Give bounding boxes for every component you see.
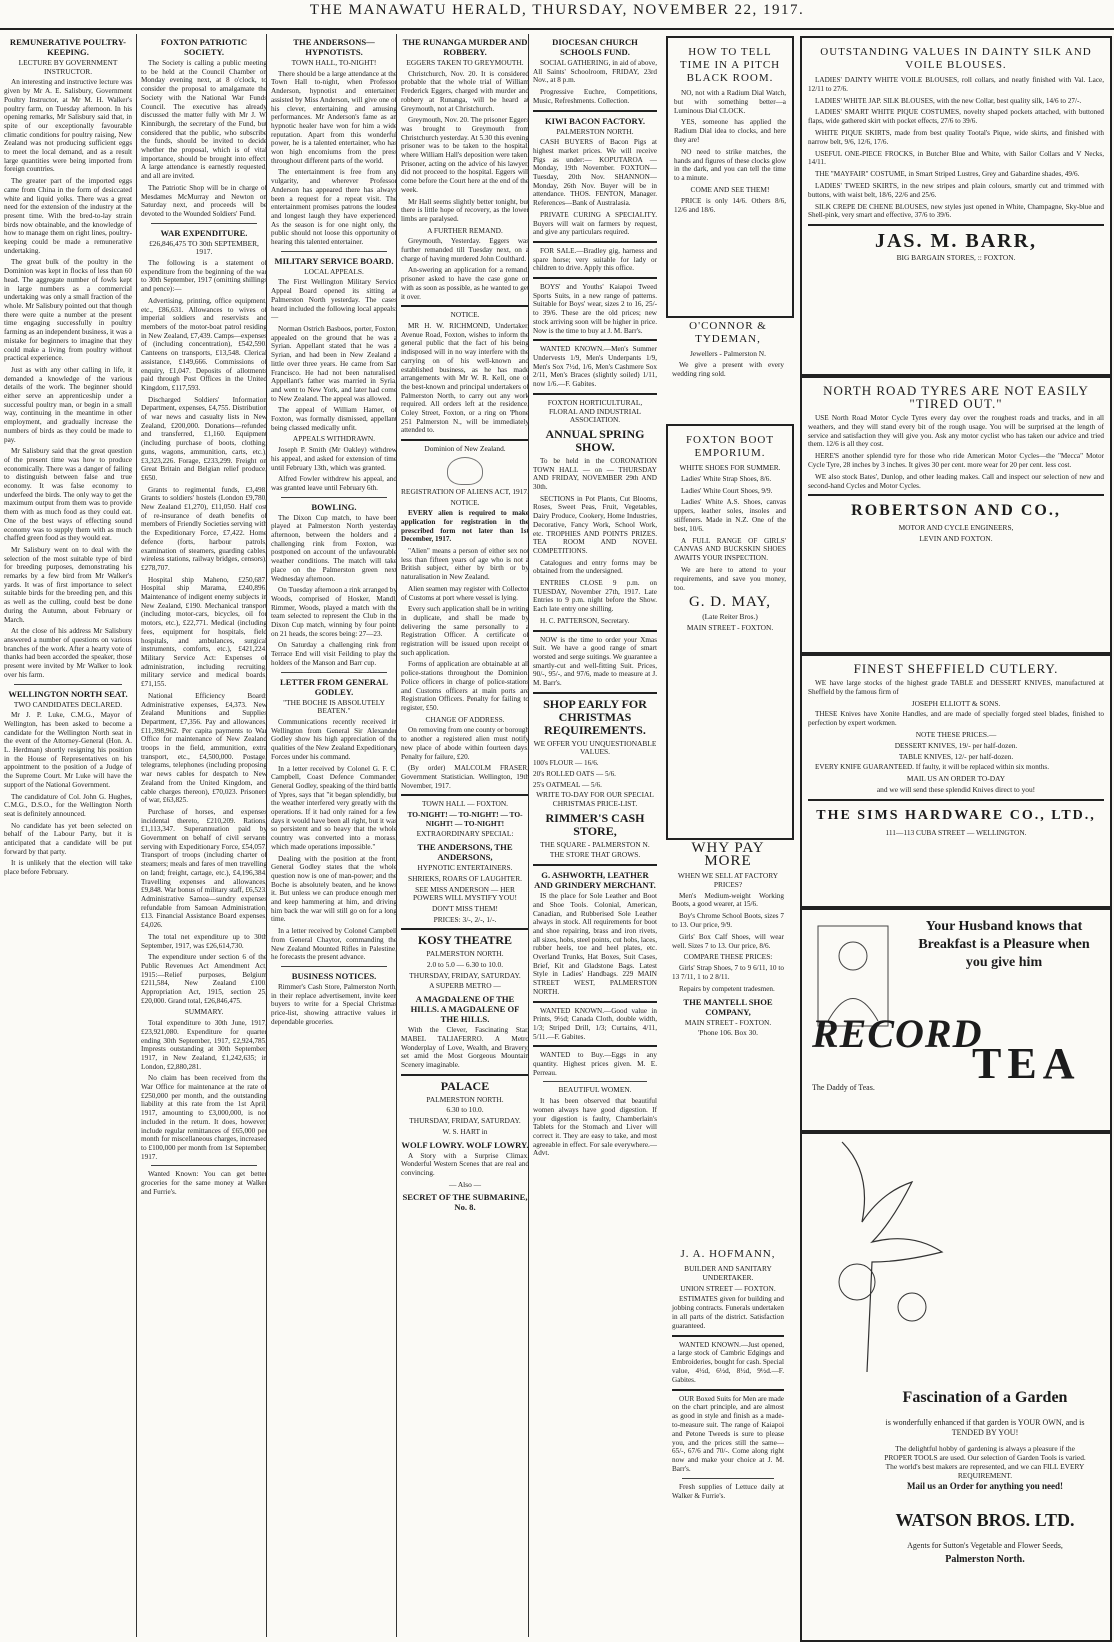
blouse-advert (800, 36, 1112, 378)
paragraph: Total expenditure to 30th June, 1917, £23,921,080. Expenditure for quarter ending 30th September, 1917, £2,924,785. Imprests outstanding at 30th September, 1917, in New Zealand, £1,242,635; in London, £2,880,281. (141, 1019, 267, 1071)
paragraph: Rimmer's Cash Store, Palmerston North, in their replace advertisement, invite keen buyers to write for a Special Christmas price-list, showing attractive values in dependable groceries. (271, 982, 397, 1026)
paragraph: Alien seamen may register with Collector of Customs at port where vessel is lying. (401, 584, 529, 602)
cutlery-advert (800, 652, 1112, 910)
article-subtitle: FOXTON HORTICULTURAL, FLORAL AND INDUSTRIAL ASSOCIATION. (547, 397, 643, 425)
paragraph: CASH BUYERS of Bacon Pigs at highest market prices. We will receive Pigs as under:— KOPUTAROA — Monday, 19th November. FOXTON—Tuesday, 20th Nov. SHANNON—Monday, 26th Nov. Buyer will be in attendance. THOS. FENTON, Manager. References—Bank of Australasia. (533, 138, 657, 208)
paragraph: Hospital ship Maheno, £250,687. Hospital ship Marama, £240,896. Maintenance of indigent enemy subjects in New Zealand, £190. Mechanical transport (including motor-cars, bicycles, oil for motors, etc.), £22,771. Medical (including fees, equipment for hospitals, field hospitals, and ambulances, surgical instruments, comforts, etc.), £421,224. Military Service Act: Expenses of administration, including recruiting, military service and medical boards, £71,155. (141, 575, 267, 689)
divider (151, 223, 257, 224)
store-name: JAS. M. BARR, (874, 230, 1038, 253)
paragraph: On Saturday a challenging rink from Terrace End will visit Feilding to play the holders of the Manson and Barr cup. (271, 641, 397, 667)
divider (808, 494, 1104, 496)
clock-advert (666, 36, 794, 318)
article-subtitle: TWO CANDIDATES DECLARED. (13, 699, 123, 709)
paragraph: Mr Hall seems slightly better tonight, but there is little hope of recovery, as the lower limbs are paralysed. (401, 197, 529, 223)
paragraph: The expenditure under section 6 of the Public Revenues Act Amendment Act, 1915:—Relief purposes, Belgium £211,584, New Zealand £100. Appropriation Act, 1915, section 25, £20,000. Grand total, £26,846,475. (141, 953, 267, 1005)
ad-line: MAIN STREET - FOXTON. (686, 623, 774, 633)
divider (533, 1001, 657, 1003)
ad-line: (Late Reiter Bros.) (702, 612, 758, 622)
divider (672, 1389, 784, 1391)
ad-line: BIG BARGAIN STORES, :: FOXTON. (896, 253, 1016, 263)
boot-emporium-advert (666, 424, 794, 840)
article-subtitle: APPEALS WITHDRAWN. (292, 434, 376, 444)
paragraph: Norman Ostrich Basboos, porter, Foxton, appealed on the ground that he was a Syrian. Appellant stated that he was a Syrian, and had been in New Zealand a little over three years. He came from San Francisco. He had not been naturalised. Appellant's father was married in Syria, and went to New York, and later had come to New Zealand. The appeal was allowed. (271, 324, 397, 403)
store-name: THE MANTELL SHOE COMPANY, (683, 996, 773, 1017)
paragraph: WANTED KNOWN.—Men's Summer Undervests 1/9, Men's Underpants 1/9, Men's Sox 7½d, 1/6, Men's Cashmere Sox 2/11, Men's Braces (slightly soiled) 1/11, now 1/6.—F. Gabites. (533, 345, 657, 389)
paragraph: WE also stock Bates', Dunlop, and other leading makes. Call and inspect our selection of new and second-hand Cycles and Motor Cycles. (808, 472, 1104, 490)
advert-line: Wanted Known: You can get better groceries for the same money at Walker and Furrie's. (141, 1170, 267, 1196)
ad-line: MAIL US AN ORDER TO-DAY (906, 774, 1006, 784)
paragraph: On Tuesday afternoon a rink arranged by Woods, comprised of Hosker, Mandl, Rimmer, Woods, played a match with the team selected to represent the Club in the Dixon Cup match, winning by four points on 21 heads, the scores being: 27—23. (271, 586, 397, 638)
paragraph: The Dixon Cup match, to have been played at Palmerston North yesterday afternoon, between the holders and a challenging rink from Foxton, was postponed on account of the unfavourable weather conditions. The match will take place on the Palmerston green next Wednesday afternoon. (271, 513, 397, 583)
paragraph: Repairs by competent tradesmen. (679, 984, 775, 993)
watson-bros-advert (800, 1130, 1112, 1642)
divider (401, 1074, 529, 1076)
paragraph: LADIES' WHITE JAP. SILK BLOUSES, with the new Collar, best quality silk, 14/6 to 27/-. (815, 96, 1082, 105)
store-name: J. A. HOFMANN, (680, 1248, 776, 1260)
ad-line: SHRIEKS, ROARS OF LAUGHTER. (408, 873, 522, 883)
ad-line: COMPARE THESE PRICES: (683, 952, 773, 962)
ad-line: NOTE THESE PRICES.— (915, 729, 997, 739)
ad-line: WE OFFER YOU UNQUESTIONABLE VALUES. (533, 738, 657, 757)
paragraph: SOCIAL GATHERING, in aid of above, All Saints' Schoolroom, FRIDAY, 23rd Nov., at 8 p.m. (533, 59, 657, 85)
divider (533, 630, 657, 632)
ad-line: MOTOR AND CYCLE ENGINEERS, (898, 523, 1014, 533)
paragraph: "Alien" means a person of either sex not less than fifteen years of age who is not a British subject, either by birth or by naturalisation in New Zealand. (401, 547, 529, 582)
divider (401, 928, 529, 930)
paragraph: Progressive Euchre, Competitions, Music, Refreshments. Collection. (533, 88, 657, 105)
ad-line: WHITE SHOES FOR SUMMER. (679, 463, 781, 472)
jeweller-advert (666, 312, 790, 424)
divider (151, 1165, 257, 1166)
article-title: REMUNERATIVE POULTRY-KEEPING. (9, 37, 127, 57)
paragraph: ENTRIES CLOSE 9 p.m. on TUESDAY, November 27th, 1917. Late Entries to 9 p.m. night before the Show. Each late entry one shilling. (533, 579, 657, 614)
paragraph: With the Clever, Fascinating Star, MABEL TALIAFERRO. A Metro Wonderplay of Love, Wealth, and Bravery, set amid the Most Gorgeous Mountain Scenery imaginable. (401, 1026, 529, 1069)
paragraph: Greymouth, Yesterday. Eggers was further remanded till Tuesday next, on a charge of having murdered John Coulthard. (401, 237, 529, 263)
paragraph: At the close of his address Mr Salisbury answered a number of questions on various branches of the work. After a hearty vote of thanks had been accorded the speaker, those present were invited by Mr Walker to look over his farm. (4, 627, 132, 679)
paragraph: WANTED KNOWN.—Good value in Prints, 9½d; Canada Cloth, double width, 1/3; Striped Drill, 1/3; Curtains, 4/11, 5/11.—F. Gabites. (533, 1006, 657, 1041)
column-4 (396, 34, 529, 1637)
ad-headline: WOLF LOWRY. WOLF LOWRY. (401, 1139, 529, 1150)
ad-headline: HOW TO TELL TIME IN A PITCH BLACK ROOM. (679, 46, 781, 84)
paragraph: The Patriotic Shop will be in charge of Mesdames McMurray and Newton on Saturday next, and proceeds will be devoted to the Wounded Soldiers' Fund. (141, 183, 267, 218)
divider (543, 1081, 647, 1082)
paragraph: Alfred Fowler withdrew his appeal, and was granted leave until February 6th. (271, 475, 397, 492)
store-name: G. D. MAY, (688, 594, 772, 611)
paragraph: Mr Salisbury said that the great question of the present time was how to produce economically. There was a danger of failing to distinguish between false and true economy. It was false economy to underfeed the birds. The only way to get the maximum output from them was to provide them with as much food as they could eat. One of the best ways of effecting sound economy was to supply them with as much chaffed green food as they would eat. (4, 447, 132, 543)
masthead-rule (0, 28, 1114, 30)
divider (533, 692, 657, 694)
paragraph: Grants to regimental funds, £3,498. Grants to soldiers' hostels (London £9,780, New Zealand £1,270), £11,050. Half cost of re-insurance of death benefits of members of Friendly Societies serving with the Expeditionary Force, £7,422. Home defence (forts, harbour patrols, examination of steamers, guarding cables, wireless stations, railway bridges, censors), £278,707. (141, 485, 267, 572)
divider (533, 864, 657, 866)
ad-line: THE SQUARE - PALMERSTON N. (540, 839, 650, 849)
ad-line: Palmerston North. (945, 1554, 1025, 1565)
paragraph: WE have large stocks of the highest grade TABLE and DESSERT KNIVES, manufactured at Sheffield by the famous firm of (808, 679, 1104, 696)
ad-line: THE STORE THAT GROWS. (549, 850, 641, 860)
theatre-name: KOSY THEATRE (417, 933, 513, 948)
ad-line: 2.0 to 5.0 — 6.30 to 10.0. (426, 960, 504, 970)
paragraph: LADIES' SMART WHITE PIQUE COSTUMES, novelty shaped pockets attached, with buttoned flaps, wide gathered skirt with pocket effects, 27/6 to 39/6. (808, 108, 1104, 126)
paragraph: The entertainment is free from any vulgarity, and wherever Professor Anderson has appeared there has always been a request for a repeat visit. The entertainment promises patrons the loudest and longest laugh they have experienced. As the season is for one night only, the public should not loose this opportunity of hearing this talented entertainer. (271, 168, 397, 247)
paragraph: Communications recently received in Wellington from General Sir Alexander Godley show his high appreciation of the qualities of the New Zealand Expeditionary Forces under his command. (271, 718, 397, 761)
divider (672, 1335, 784, 1337)
article-subtitle: PALMERSTON NORTH. (556, 126, 634, 136)
paragraph: Greymouth, Nov. 20. The prisoner Eggers was brought to Greymouth from Christchurch yesterday. At 5.30 this evening prisoner was to be taken to the hospital, where William Hall's deposition were taken. Prisoner, acting on the advice of his lawyer, did not proceed to the hospital. Eggers will come before the Court here at the end of the week. (401, 116, 529, 194)
paragraph: USE North Road Motor Cycle Tyres every day over the roughest roads and tracks, and in all weathers, and they will stand every bit of the rough usage. You will be surprised at the length of service and satisfaction they will give you. Ask any motor cyclist who has taken our advice and tried them. 12/6 is all they cost. (808, 414, 1104, 449)
column-5 (528, 34, 657, 1637)
paragraph: On removing from one county or borough to another a registered alien must notify new place of abode within fourteen days. Penalty for failure, £20. (401, 726, 529, 761)
paragraph: The great bulk of the poultry in the Dominion was kept in flocks of less than 60 head. The aggregate number of fowls kept in large numbers as a commercial undertaking was only a small fraction of the whole. Mr Salisbury pointed out that though there were quite a number at the present time engaging successfully in poultry farming as an independent business, it was a mistake for beginners to imagine that they could make a living from poultry without practical experience. (4, 258, 132, 363)
paragraph: The candidature of Col. John G. Hughes, C.M.G., D.S.O., for the Wellington North seat is definitely announced. (4, 792, 132, 818)
ad-line: MAIN STREET - FOXTON. (684, 1017, 772, 1027)
paragraph: It has been observed that beautiful women always have good digestion. If your digestion is faulty, Chamberlain's Tablets for the Stomach and Liver will correct it. They are easy to take, and most agreeable in effect. For sale everywhere.—Advt. (533, 1097, 657, 1158)
article-subtitle: EGGERS TAKEN TO GREYMOUTH. (406, 58, 524, 67)
price-line: Boy's Chrome School Boots, sizes 7 to 13. Our price, 9/9. (672, 912, 784, 929)
ad-line: and we will send these splendid Knives direct to you! (876, 784, 1036, 794)
paragraph: We give a present with every wedding ring sold. (672, 360, 784, 378)
paragraph: EVERY KNIFE GUARANTEED. If faulty, it will be replaced within six months. (815, 763, 1050, 772)
ad-line: HYPNOTIC ENTERTAINERS. (417, 863, 513, 873)
record-tea-advert (800, 906, 1112, 1134)
paragraph: Mr J. P. Luke, C.M.G., Mayor of Wellington, has been asked to become a candidate for the Wellington North seat in the event of the Attorney-General (Hon. A. L. Herdman) shortly resigning his position in the House of Representatives on his appointment to the position of a Judge of the Supreme Court. Mr Luke will have the support of the National Government. (4, 711, 132, 789)
paragraph: PRIVATE CURING A SPECIALITY. Buyers will wait on farmers by request, and give any particulars required. (533, 210, 657, 237)
price-line: 25's OATMEAL — 5/6. (533, 780, 602, 789)
ad-headline: A MAGDALENE OF THE HILLS. A MAGDALENE OF THE HILLS. (410, 994, 520, 1025)
coat-of-arms-icon (447, 457, 483, 485)
divider (682, 1478, 774, 1479)
divider (533, 339, 657, 341)
paragraph: A FULL RANGE OF GIRLS' CANVAS AND BUCKSKIN SHOES AWAITS YOUR INSPECTION. (674, 536, 786, 563)
paragraph: is wonderfully enhanced if that garden is YOUR OWN, and is TENDED BY YOU! (885, 1418, 1085, 1437)
article-subtitle: TOWN HALL, TO-NIGHT! (291, 58, 377, 67)
paragraph: Joseph P. Smith (Mr Oakley) withdrew his appeal, and asked for extension of time until February 13th, which was granted. (271, 446, 397, 472)
paragraph: Dealing with the position at the front, General Godley states that the whole question now is one of man-power; and the Boche is absolutely beaten, and he knows it. But unless we can produce enough men and keep hammering at him, and driving him back the war will still go on for a long time. (271, 854, 397, 924)
ad-line: SEE MISS ANDERSON — HER POWERS WILL MYSTIFY YOU! (413, 884, 517, 903)
paragraph: Christchurch, Nov. 20. It is considered probable that the whole trial of William Frederick Eggers, charged with murder and robbery at Runanga, will be heard at Greymouth, not at Christchurch. (401, 69, 529, 113)
paragraph: SECTIONS in Pot Plants, Cut Blooms, Roses, Sweet Peas, Fruit, Vegetables, Dairy Produce, Cookery, Home Industries, Decorative, Fancy Work, School Work, etc. TROPHIES AND POINTS PRIZES. TEA ROOM AND NOVEL COMPETITIONS. (533, 494, 657, 555)
paragraph: YES, someone has applied the Radium Dial idea to clocks, and here they are! (674, 118, 786, 144)
store-name: ROBERTSON AND CO., (851, 502, 1061, 520)
ad-line: A SUPERB METRO — (429, 981, 501, 991)
notice-heading: REGISTRATION OF ALIENS ACT, 1917. (401, 486, 529, 496)
divider (401, 794, 529, 796)
divider (533, 241, 657, 243)
paragraph: BOYS' and Youths' Kaiapoi Tweed Sports Suits, in a new range of patterns. Suitable for Boys' wear, sizes 2 to 16, 25/- to 39/6. These are the old prices; new stock arriving soon will be higher in price. Now is the time to buy at J. M. Barr's. (533, 283, 657, 335)
ad-headline: THE ANDERSONS, THE ANDERSONS, (417, 842, 513, 863)
article-title: THE RUNANGA MURDER AND ROBBERY. (402, 37, 528, 57)
paragraph: The First Wellington Military Service Appeal Board opened its sitting at Palmerston North yesterday. The cases heard included the following local appeals:— (271, 278, 397, 322)
ad-line: W. S. HART in (442, 1126, 488, 1136)
column-2 (136, 34, 267, 1637)
signature-line: (By order) MALCOLM FRASER, Government Statistician. Wellington, 19th November, 1917. (401, 764, 529, 790)
divider (14, 684, 122, 685)
paragraph: Advertising, printing, office equipment, etc., £86,631. Allowances to wives of imperial soldiers and reservists and members of the motor-boat patrol residing in New Zealand, £7,439. Camps—expenses of (including concentration), £542,590. Canteens on transports, £13,548. Clerical assistance, £149,666. Commissions of enquiry, £1,047. Deposits of allotments paid through Post Offices in the United Kingdom, £117,593. (141, 296, 267, 392)
paragraph: No candidate has yet been selected on behalf of the Labour Party, but it is anticipated that a candidate will be put forward by that party. (4, 821, 132, 856)
ad-headline: ANNUAL SPRING SHOW. (545, 426, 645, 454)
ad-headline: FOXTON BOOT EMPORIUM. (685, 434, 775, 459)
section-label: SUMMARY. (184, 1007, 224, 1017)
article-title: FOXTON PATRIOTIC SOCIETY. (160, 37, 248, 57)
store-name: THE SIMS HARDWARE CO., LTD., (816, 807, 1096, 823)
ad-line: PALMERSTON NORTH. (426, 1094, 504, 1104)
ad-line: LEVIN AND FOXTON. (919, 534, 993, 544)
ad-headline: Your Husband knows that Breakfast is a Pleasure when you give him (918, 919, 1090, 970)
article-title: BOWLING. (311, 501, 357, 512)
paragraph: A Story with a Surprise Climax. Wonderful Western Scenes that are real and convincing. (401, 1151, 529, 1177)
paragraph: Fresh supplies of Lettuce daily at Walker & Furrie's. (672, 1482, 784, 1500)
ad-line: The Daddy of Teas. (812, 1083, 875, 1092)
ad-headline: SHOP EARLY FOR CHRISTMAS REQUIREMENTS. (543, 696, 647, 737)
paragraph: WANTED to Buy.—Eggs in any quantity. Highest prices given. M. E. Perreau. (533, 1051, 657, 1077)
ad-line: EXTRAORDINARY SPECIAL: (416, 829, 514, 839)
notice-heading: NOTICE. (450, 497, 480, 507)
price-line: 20's ROLLED OATS — 5/6. (533, 769, 616, 778)
paragraph: NO, not with a Radium Dial Watch, but with something better—a Luminous Dial CLOCK. (674, 89, 786, 115)
paragraph: Purchase of horses, and expenses incidental thereto, £210,209. Rations, £1,113,347. Superannuation paid by Government on behalf of civil servants serving with Expeditionary Force, £54,057. Transport of troops (including charter of steamers; meals and fares of men travelling on land; freight, cartage, etc.), £4,196,384. Travelling expenses and allowances, £9,848. War bonus of military staff, £6,523. Administrative Samoa—sundry expenses refundable from Samoan Administration, £13. Financial Assistance Board expenses, £4,026. (141, 807, 267, 930)
divider (808, 799, 1104, 801)
paragraph: IS the place for Sole Leather and Boot and Shoe Tools. Colonial, American, Canadian, and Rubberised Sole Leather always in stock. All requirements for boot and shoe repairing, brass and iron rivets, all sizes, hobs, steel points, cut hobs, laces, rubber heels, toe and heel plates, etc. Overland Trunks, Hat Boxes, Suit Cases, Brief, Kit and Gladstone Bags. Latest Style in Ladies' Handbags. 229 MAIN STREET WEST, PALMERSTON NORTH. (533, 892, 657, 996)
divider (533, 110, 657, 112)
ad-line: PRICES: 3/-, 2/-, 1/-. (433, 914, 497, 924)
ad-line: THURSDAY, FRIDAY, SATURDAY. (409, 970, 521, 980)
paragraph: Mr Salisbury went on to deal with the selection of the most suitable type of bird for breeding purposes, demonstrating his remarks by a few bird from Mr Walker's yards. It was of first importance to select suitable birds for the breeding pen, and this as well as the culling, could best be done during the Autumn, about February or March. (4, 545, 132, 624)
paragraph: HERE'S another splendid tyre for those who ride American Motor Cycles—the "Mecca" Motor Cycle Tyre, 28 inches by 3 inches. It gives 30 per cent. more wear for 20 per cent. less cost. (808, 452, 1104, 469)
shoe-company-advert (666, 834, 790, 1242)
masthead: THE MANAWATU HERALD, THURSDAY, NOVEMBER 22, 1917. (309, 2, 805, 18)
ad-line: Jewellers - Palmerston N. (690, 349, 766, 358)
ad-line: WHEN WE SELL AT FACTORY PRICES? (677, 871, 779, 889)
paragraph: The appeal of William Hamer, of Foxton, was formally dismissed, appellant being classed medically unfit. (271, 406, 397, 432)
ad-headline: G. ASHWORTH, LEATHER AND GRINDERY MERCHANT. (534, 870, 656, 891)
price-line: Ladies' White A.S. Shoes, canvas uppers, leather soles, insoles and stiffeners. Made in N.Z. One of the best, 10/6. (674, 498, 786, 533)
divider (281, 251, 387, 252)
price-line: 100's FLOUR — 16/6. (533, 759, 599, 768)
price-line: Ladies' White Court Shoes, 9/9. (681, 486, 773, 495)
paragraph: Catalogues and entry forms may be obtained from the undersigned. (533, 558, 657, 576)
divider (281, 672, 387, 673)
paragraph: Forms of application are obtainable at all police-stations throughout the Dominion. Police officers in charge of police-stations and Customs officers at main ports are Registration Officers. Penalty for failing to register, £50. (401, 660, 529, 712)
paragraph: An interesting and instructive lecture was given by Mr A. E. Salisbury, Government Poultry Instructor, at Mr M. H. Walker's poultry farm, on Tuesday afternoon. In his opening remarks, Mr Salisbury said that, in spite of our exceptionally favourable climatic conditions for poultry raising, New Zealand was not producing sufficient eggs to meet the local demand, and as a result large quantities were being imported from foreign countries. (4, 78, 132, 174)
price-line: Ladies' White Strap Shoes, 8/6. (681, 474, 772, 483)
column-1 (4, 34, 132, 1637)
store-name: RIMMER'S CASH STORE, (545, 810, 645, 838)
paragraph: Just as with any other calling in life, it demanded a knowledge of the various details of the work. The beginner should either serve an apprenticeship under a successful poultry man, or begin in a small way, continuing in the meantime in other employment, and gradually increase the numbers of birds as they could be made to pay. (4, 365, 132, 444)
paragraph: To be held in the CORONATION TOWN HALL — on — THURSDAY AND FRIDAY, NOVEMBER 29th AND 30th. (533, 456, 657, 492)
article-subtitle: A FURTHER REMAND. (427, 225, 503, 235)
article-title: KIWI BACON FACTORY. (544, 115, 646, 126)
article-subtitle: £26,846,475 TO 30th SEPTEMBER, 1917. (149, 238, 259, 257)
ad-line: PALMERSTON NORTH. (426, 949, 504, 959)
notice-heading: Dominion of New Zealand. (424, 444, 506, 454)
divider (401, 439, 529, 441)
ad-line: WRITE TO-DAY FOR OUR SPECIAL CHRISTMAS PRICE-LIST. (536, 790, 654, 808)
paragraph: The following is a statement of expenditure from the beginning of the war to 30th September, 1917 (omitting shillings and pence):— (141, 259, 267, 294)
divider (401, 305, 529, 307)
paragraph: NOW is the time to order your Xmas Suit. We have a good range of smart worsted and serge suitings. We guarantee a smartly-cut and well-fitting Suit. Prices, 90/-, 95/-, and 97/6, made to measure at J. M. Barr's. (533, 635, 657, 688)
ad-line: — Also — (448, 1179, 482, 1189)
ad-line: THURSDAY, FRIDAY, SATURDAY. (409, 1116, 521, 1126)
brand-name: RECORD (812, 1011, 983, 1056)
paragraph: SILK CREPE DE CHENE BLOUSES, new styles just opened in White, Champagne, Sky-blue and Shell-pink, very smart and effective, 37/6 to 39/6. (808, 202, 1104, 220)
paragraph: In a letter received by Colonel Campbell from General Chaytor, commanding the New Zealand Mounted Rifles in Palestine, he forecasts the present advance. (271, 927, 397, 962)
article-subtitle: "THE BOCHE IS ABSOLUTELY BEATEN." (283, 697, 385, 716)
ad-headline: OUTSTANDING VALUES IN DAINTY SILK AND VOILE BLOUSES. (820, 46, 1092, 71)
paragraph: Discharged Soldiers' Information Department, expenses, £4,755. Distribution of war news and casualty lists in New Zealand, £200,000. Donations—refunded and transferred, £1,160. Equipment (including purchase of boots, clothing, guns, wagons, ammunition, carts, etc.), £3,323,226. Forage, £233,299. Freight on Great Britain and Belgian relief produce, £650. (141, 395, 267, 482)
lily-flower-illustration (802, 1132, 972, 1382)
divider (281, 497, 387, 498)
paragraph: LADIES' TWEED SKIRTS, in the new stripes and plain colours, smartly cut and trimmed with buttons, with waist belt, 18/6, 22/6 and 25/6. (808, 181, 1104, 199)
article-subtitle: CHANGE OF ADDRESS. (425, 714, 505, 724)
paragraph: WANTED KNOWN.—Just opened, a large stock of Cambric Edgings and Embroideries, bought for cash. Special value, 4½d, 6½d, 8½d, 9½d.—F. Gabites. (672, 1340, 784, 1384)
ad-line: UNION STREET — FOXTON. (680, 1283, 776, 1293)
divider (533, 393, 657, 395)
column-3 (266, 34, 397, 1637)
divider (533, 1045, 657, 1047)
ad-headline: FINEST SHEFFIELD CUTLERY. (853, 661, 1059, 676)
tyres-advert (800, 374, 1112, 656)
article-title: LETTER FROM GENERAL GODLEY. (280, 676, 388, 697)
paragraph: WHITE PIQUE SKIRTS, made from best quality Tootal's Pique, wide skirts, and finished with narrow belt, 9/6, 12/6, 17/6. (808, 128, 1104, 146)
paragraph: THESE Knives have Xonite Handles, and are made of specially forged steel blades, finished to perfection by expert workmen. (808, 710, 1104, 728)
ad-headline: WHY PAY MORE (691, 840, 765, 869)
hofmann-advert (666, 1240, 790, 1642)
paragraph: USEFUL ONE-PIECE FROCKS, in Butcher Blue and White, with Sailor Collars and V Necks, 14/11. (808, 149, 1104, 167)
price-line: TABLE KNIVES, 12/- per half-dozen. (898, 751, 1014, 761)
ad-line: BUILDER AND SANITARY UNDERTAKER. (684, 1264, 772, 1282)
price-line: Girls' Box Calf Shoes, will wear well. Sizes 7 to 13. Our price, 8/6. (672, 932, 784, 950)
paragraph: FOR SALE.—Bradley gig, harness and spare horse; very suitable for lady or children to drive. Apply this office. (533, 246, 657, 273)
paragraph: It is unlikely that the election will take place before February. (4, 859, 132, 877)
ad-line: COME AND SEE THEM! (690, 184, 770, 194)
article-title: DIOCESAN CHURCH SCHOOLS FUND. (552, 37, 638, 57)
store-name: O'CONNOR & TYDEMAN, (689, 320, 767, 345)
paragraph: National Efficiency Board: Administrative expenses, £4,373. New Zealand Munitions and Supplies Department, £7,356. Pay and allowances, £11,398,962. Per capita payments to War Office for maintenance of New Zealand troops in the field, ammunition, extra transport, etc., £4,500,000. Postage, telegrams, telephones (including proposing war news cables for despatch to New Zealand from the United Kingdom, and cable charges thereon), £70,023. Prisoners of war, £63,825. (141, 691, 267, 805)
paragraph: LADIES' DAINTY WHITE VOILE BLOUSES, roll collars, and neatly finished with Val. Lace, 12/11 to 27/6. (808, 76, 1104, 93)
paragraph: MR H. W. RICHMOND, Undertaker, Avenue Road, Foxton, wishes to inform the general public that the fact of his being indisposed will in no way interfere with the carrying on of his well-known and established business, as he has made arrangements with Mr W. R. Kell, one of the best-known and principal undertakers of Palmerston North, to carry out any work required. All orders left at the residence, Coley Street, Foxton, or a ring on 'Phone 251 Palmerston N., will be immediately attended to. (401, 321, 529, 435)
notice-heading: NOTICE. (450, 310, 480, 320)
tonight-banner: TO-NIGHT! — TO-NIGHT! — TO-NIGHT! — TO-NIGHT! (407, 810, 523, 828)
paragraph: The delightful hobby of gardening is always a pleasure if the PROPER TOOLS are used. Our selection of Garden Tools is varied. The world's best makers are represented, and we can FILL EVERY REQUIREMENT. (884, 1444, 1086, 1480)
price-line: Men's Medium-weight Working Boots, a good wearer, at 15/6. (672, 891, 784, 909)
ad-headline: NORTH ROAD TYRES ARE NOT EASILY "TIRED OUT." (823, 383, 1089, 411)
paragraph: NO need to strike matches, the hands and figures of these clocks glow in the dark, and you can tell the time to a minute. (674, 147, 786, 183)
article-title: THE ANDERSONS—HYPNOTISTS. (293, 37, 375, 57)
divider (281, 966, 387, 967)
ad-line: JOSEPH ELLIOTT & SONS. (911, 698, 1001, 708)
theatre-name: PALACE (440, 1078, 490, 1093)
article-title: WAR EXPENDITURE. (160, 227, 248, 238)
paragraph: ESTIMATES given for building and jobbing contracts. Funerals undertaken in all parts of the district. Satisfaction guaranteed. (672, 1295, 784, 1330)
divider (533, 277, 657, 279)
ad-line: Agents for Sutton's Vegetable and Flower Seeds, (907, 1541, 1063, 1550)
paragraph: We are here to attend to your requirements, and save you money, too. (674, 565, 786, 592)
article-subtitle: LOCAL APPEALS. (304, 266, 364, 276)
paragraph: THE "MAYFAIR" COSTUME, in Smart Striped Lustres, Grey and Gabardine shades, 49/6. (815, 170, 1080, 179)
paragraph: There should be a large attendance at the Town Hall to-night, when Professor Anderson, hypnotist and entertainer, assisted by Miss Anderson, will give one of his clever, entertaining and amusing performances. Mr Anderson's fame as an hypnotic healer have won for him a wide reputation. Apart from this wonderful power, he is a talented entertainer, who has won high encomiums from the press throughout different parts of the world. (271, 69, 397, 165)
article-title: BUSINESS NOTICES. (291, 970, 377, 981)
article-subtitle: BEAUTIFUL WOMEN. (558, 1085, 632, 1095)
paragraph: OUR Boxed Suits for Men are made on the chart principle, and are almost as good in style and finish as a made-to-measure suit. The range of Kaiapoi and Petone Tweeds is sure to please you, and the prices still the same—65/-, 67/6 and 70/-. Come along right now and make your choice at J. M. Barr's. (672, 1394, 784, 1473)
paragraph: The Society is calling a public meeting to be held at the Council Chamber on Monday evening next, at 8 o'clock, to consider the proposal to amalgamate the Society with the National War Funds Council. The executive has already discussed the matter fully with Mr J. W. Kinniburgh, the secretary of the Fund, but considered that the public, who subscribe the funds, should be invited to decide whether the proposal, which is of vital importance, should be brought into effect. A large attendance is earnestly requested, and all are invited. (141, 59, 267, 181)
article-title: MILITARY SERVICE BOARD. (274, 255, 394, 266)
paragraph: No claim has been received from the War Office for maintenance at the rate of £250,000 per month, and the outstanding liability at this rate from the 1st April, 1917, amounting to £3,000,000, is not included in the return. It does, however, include regular remittances of £65,000 per month for miscellaneous charges, increased to £100,000 per month from 1st September, 1917. (141, 1074, 267, 1161)
store-name: WATSON BROS. LTD. (895, 1510, 1075, 1530)
paragraph: In a letter received by Colonel G. F. C. Campbell, Coast Defence Commander, General Godley, speaking of the third battle of Ypres, says that "it began splendidly, but the weather interfered very greatly with the operations. If it had only rained for a few days it would have been all right, but it was so persistent and so heavy that the whole country was converted into a morass, which made operations impossible." (271, 764, 397, 851)
ad-line: DON'T MISS THEM! (432, 903, 498, 913)
ad-headline: Fascination of a Garden (902, 1389, 1068, 1406)
venue: TOWN HALL — FOXTON. (421, 799, 509, 809)
divider (808, 224, 1104, 226)
ad-headline: SECRET OF THE SUBMARINE, No. 8. (402, 1192, 528, 1213)
brand-name: TEA (972, 1039, 1081, 1088)
signature-line: H. C. PATTERSON, Secretary. (540, 616, 630, 625)
price-line: DESSERT KNIVES, 19/- per half-dozen. (894, 740, 1018, 750)
ad-line: Mail us an Order for anything you need! (907, 1481, 1063, 1491)
paragraph: EVERY alien is required to make application for registration in the prescribed form not later than 1st December, 1917. (401, 509, 529, 544)
price-line: Girls' Strap Shoes, 7 to 9 6/11, 10 to 13 7/11, 1 to 2 8/11. (672, 964, 784, 981)
article-title: WELLINGTON NORTH SEAT. (8, 688, 128, 699)
article-subtitle: LECTURE BY GOVERNMENT INSTRUCTOR. (18, 58, 118, 76)
ad-line: 'Phone 106. Box 30. (698, 1028, 758, 1038)
ad-line: 6.30 to 10.0. (446, 1105, 484, 1115)
ad-line: 111—113 CUBA STREET — WELLINGTON. (885, 827, 1027, 837)
paragraph: Every such application shall be in writing in duplicate, and shall be made by delivering the same personally to a Registration Officer. A certificate of registration will be issued upon receipt of such application. (401, 605, 529, 657)
paragraph: The total net expenditure up to 30th September, 1917, was £26,614,730. (141, 932, 267, 950)
paragraph: The greater part of the imported eggs came from China in the form of desiccated white and liquid yolks. There was a great need for the extension of the industry at the present time. With the bred-to-lay strain birds now obtainable, and the knowledge of how to manage them on right lines, poultry-keeping could be made a remunerative undertaking. (4, 177, 132, 255)
paragraph: An-swering an application for a remand, prisoner asked to have the case gone on with as soon as possible, as he wanted to get it over. (401, 266, 529, 301)
paragraph: PRICE is only 14/6. Others 8/6, 12/6 and 18/6. (674, 196, 786, 214)
